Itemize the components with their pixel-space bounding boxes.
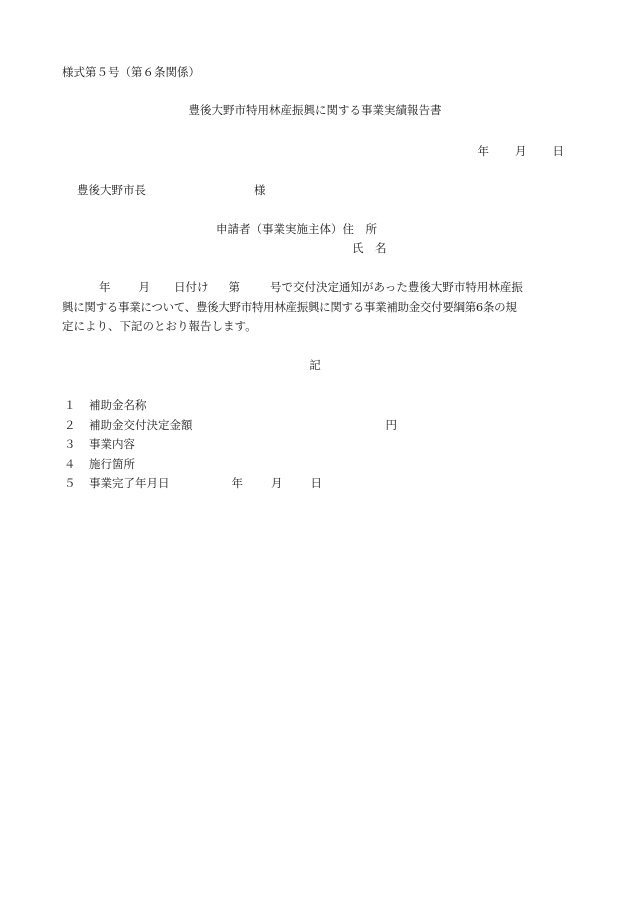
- applicant-address-line: [216, 221, 377, 237]
- form-number: 様式第５号（第６条関係）: [62, 65, 200, 79]
- item-construction-site: [64, 456, 135, 472]
- body-year: 年: [99, 280, 111, 294]
- name-label: 氏 名: [352, 241, 387, 255]
- yen-unit: 円: [385, 418, 397, 432]
- body-month: 月: [138, 280, 150, 294]
- document-title: 豊後大野市特用林産振興に関する事業実績報告書: [188, 103, 442, 117]
- item-subsidy-amount: [64, 417, 397, 433]
- completion-year: 年: [231, 476, 243, 490]
- date-day: 日: [552, 144, 564, 158]
- item-number: ２: [64, 418, 76, 432]
- item-label: 補助金交付決定金額: [89, 418, 193, 432]
- addressee-name: 豊後大野市長: [77, 183, 146, 197]
- date-month: 月: [515, 144, 527, 158]
- ki-heading: 記: [309, 358, 321, 372]
- body-line-3: 定により、下記のとおり報告します。: [62, 319, 257, 333]
- body-line-2: 興に関する事業について、豊後大野市特用林産振興に関する事業補助金交付要綱第6条の規: [62, 299, 517, 314]
- body-paragraph: [62, 278, 572, 337]
- item-label: 事業完了年月日: [89, 476, 170, 490]
- completion-month: 月: [271, 476, 283, 490]
- body-dai: 第: [228, 280, 240, 294]
- item-label: 補助金名称: [89, 398, 147, 412]
- item-number: １: [64, 398, 76, 412]
- item-number: ４: [64, 457, 76, 471]
- item-subsidy-name: [64, 397, 147, 413]
- item-label: 事業内容: [89, 437, 135, 451]
- body-line-1: [62, 278, 572, 298]
- item-project-content: [64, 436, 135, 452]
- item-number: ５: [64, 476, 76, 490]
- body-line-1-rest: 号で交付決定通知があった豊後大野市特用林産振: [270, 280, 523, 294]
- date-year: 年: [477, 144, 489, 158]
- item-number: ３: [64, 437, 76, 451]
- item-label: 施行箇所: [89, 457, 135, 471]
- item-completion-date: [64, 475, 322, 491]
- completion-day: 日: [310, 476, 322, 490]
- body-dated: 日付け: [174, 280, 209, 294]
- addressee-honorific: 様: [254, 183, 266, 197]
- date-line: [478, 143, 565, 159]
- addressee: [77, 182, 266, 198]
- applicant-prefix: 申請者（事業実施主体）: [216, 222, 343, 236]
- address-label: 住 所: [342, 222, 377, 236]
- applicant-name-line: [352, 240, 387, 256]
